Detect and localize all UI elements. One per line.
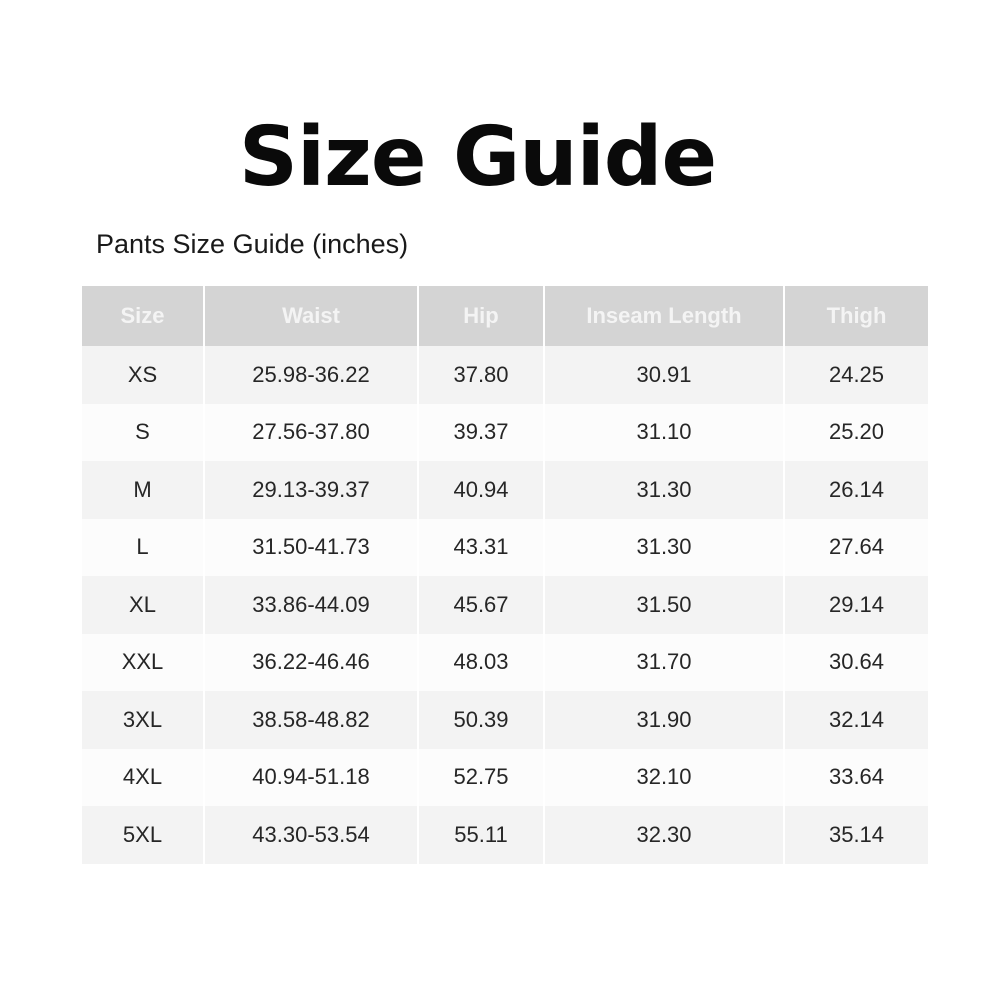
cell-inseam-length: 32.30 bbox=[544, 806, 784, 864]
cell-size: XL bbox=[82, 576, 204, 634]
header-thigh: Thigh bbox=[784, 286, 928, 346]
cell-inseam-length: 31.30 bbox=[544, 461, 784, 519]
cell-hip: 37.80 bbox=[418, 346, 544, 404]
cell-hip: 50.39 bbox=[418, 691, 544, 749]
header-size: Size bbox=[82, 286, 204, 346]
size-chart-table bbox=[82, 286, 928, 864]
cell-thigh: 25.20 bbox=[784, 404, 928, 462]
cell-size: 5XL bbox=[82, 806, 204, 864]
cell-thigh: 29.14 bbox=[784, 576, 928, 634]
cell-hip: 43.31 bbox=[418, 519, 544, 577]
cell-waist: 36.22-46.46 bbox=[204, 634, 418, 692]
cell-thigh: 27.64 bbox=[784, 519, 928, 577]
cell-waist: 40.94-51.18 bbox=[204, 749, 418, 807]
header-hip: Hip bbox=[418, 286, 544, 346]
cell-thigh: 30.64 bbox=[784, 634, 928, 692]
page-title: Size Guide bbox=[238, 110, 717, 205]
cell-hip: 55.11 bbox=[418, 806, 544, 864]
table-caption: Pants Size Guide (inches) bbox=[96, 229, 409, 259]
table-row bbox=[82, 691, 928, 749]
cell-hip: 48.03 bbox=[418, 634, 544, 692]
cell-waist: 33.86-44.09 bbox=[204, 576, 418, 634]
table-row bbox=[82, 519, 928, 577]
table-row bbox=[82, 576, 928, 634]
cell-size: M bbox=[82, 461, 204, 519]
cell-hip: 45.67 bbox=[418, 576, 544, 634]
cell-hip: 52.75 bbox=[418, 749, 544, 807]
cell-waist: 38.58-48.82 bbox=[204, 691, 418, 749]
cell-thigh: 32.14 bbox=[784, 691, 928, 749]
cell-size: S bbox=[82, 404, 204, 462]
table-body bbox=[82, 346, 928, 864]
cell-size: XXL bbox=[82, 634, 204, 692]
cell-hip: 40.94 bbox=[418, 461, 544, 519]
cell-thigh: 26.14 bbox=[784, 461, 928, 519]
table-header bbox=[82, 286, 928, 346]
cell-waist: 29.13-39.37 bbox=[204, 461, 418, 519]
cell-inseam-length: 31.10 bbox=[544, 404, 784, 462]
cell-size: XS bbox=[82, 346, 204, 404]
header-waist: Waist bbox=[204, 286, 418, 346]
cell-size: 3XL bbox=[82, 691, 204, 749]
cell-waist: 43.30-53.54 bbox=[204, 806, 418, 864]
table-row bbox=[82, 634, 928, 692]
cell-inseam-length: 31.50 bbox=[544, 576, 784, 634]
cell-inseam-length: 31.90 bbox=[544, 691, 784, 749]
cell-thigh: 33.64 bbox=[784, 749, 928, 807]
header-row bbox=[82, 286, 928, 346]
cell-inseam-length: 31.70 bbox=[544, 634, 784, 692]
cell-inseam-length: 32.10 bbox=[544, 749, 784, 807]
cell-thigh: 24.25 bbox=[784, 346, 928, 404]
cell-waist: 31.50-41.73 bbox=[204, 519, 418, 577]
cell-size: L bbox=[82, 519, 204, 577]
header-inseam-length: Inseam Length bbox=[544, 286, 784, 346]
cell-size: 4XL bbox=[82, 749, 204, 807]
cell-waist: 27.56-37.80 bbox=[204, 404, 418, 462]
cell-inseam-length: 30.91 bbox=[544, 346, 784, 404]
table-row bbox=[82, 346, 928, 404]
table-row bbox=[82, 461, 928, 519]
table-row bbox=[82, 404, 928, 462]
cell-inseam-length: 31.30 bbox=[544, 519, 784, 577]
cell-waist: 25.98-36.22 bbox=[204, 346, 418, 404]
table-row bbox=[82, 806, 928, 864]
cell-hip: 39.37 bbox=[418, 404, 544, 462]
cell-thigh: 35.14 bbox=[784, 806, 928, 864]
table-row bbox=[82, 749, 928, 807]
